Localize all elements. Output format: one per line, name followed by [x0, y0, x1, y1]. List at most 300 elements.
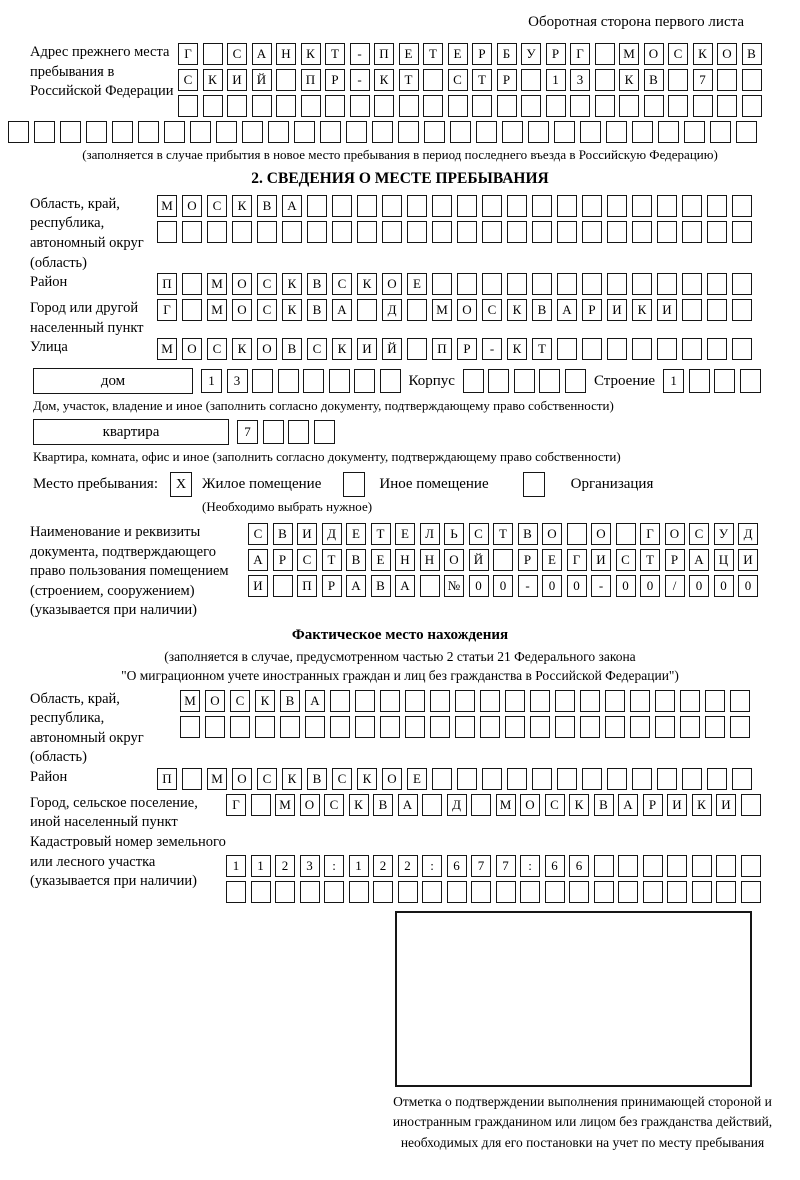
char-cell[interactable]: И: [297, 523, 317, 545]
char-cell[interactable]: К: [507, 338, 527, 360]
char-cell[interactable]: Е: [371, 549, 391, 571]
char-cell[interactable]: А: [252, 43, 272, 65]
char-cell[interactable]: [594, 855, 614, 877]
char-cell[interactable]: [455, 716, 475, 738]
char-cell[interactable]: О: [644, 43, 664, 65]
char-cell[interactable]: -: [350, 43, 370, 65]
char-cell[interactable]: [607, 273, 627, 295]
char-cell[interactable]: 1: [226, 855, 246, 877]
char-cell[interactable]: [657, 768, 677, 790]
char-cell[interactable]: /: [665, 575, 685, 597]
char-cell[interactable]: [502, 121, 523, 143]
char-cell[interactable]: У: [521, 43, 541, 65]
char-cell[interactable]: [580, 121, 601, 143]
char-cell[interactable]: [432, 273, 452, 295]
char-cell[interactable]: [741, 881, 761, 903]
char-cell[interactable]: Т: [399, 69, 419, 91]
char-cell[interactable]: [278, 369, 299, 393]
char-cell[interactable]: 1: [663, 369, 684, 393]
char-cell[interactable]: [582, 221, 602, 243]
char-cell[interactable]: [86, 121, 107, 143]
char-cell[interactable]: [630, 690, 650, 712]
char-cell[interactable]: Н: [420, 549, 440, 571]
char-cell[interactable]: О: [232, 273, 252, 295]
char-cell[interactable]: [314, 420, 335, 444]
char-cell[interactable]: В: [307, 299, 327, 321]
char-cell[interactable]: [684, 121, 705, 143]
char-cell[interactable]: [657, 195, 677, 217]
char-cell[interactable]: [707, 195, 727, 217]
char-cell[interactable]: [682, 221, 702, 243]
char-cell[interactable]: [472, 95, 492, 117]
char-cell[interactable]: М: [275, 794, 295, 816]
char-cell[interactable]: [380, 690, 400, 712]
char-cell[interactable]: О: [257, 338, 277, 360]
char-cell[interactable]: [399, 95, 419, 117]
char-cell[interactable]: [349, 881, 369, 903]
char-cell[interactable]: 1: [546, 69, 566, 91]
char-cell[interactable]: [182, 273, 202, 295]
char-cell[interactable]: М: [157, 338, 177, 360]
char-cell[interactable]: [632, 768, 652, 790]
char-cell[interactable]: Е: [448, 43, 468, 65]
char-cell[interactable]: 2: [373, 855, 393, 877]
char-cell[interactable]: К: [301, 43, 321, 65]
char-cell[interactable]: [294, 121, 315, 143]
char-cell[interactable]: [607, 768, 627, 790]
char-cell[interactable]: [430, 716, 450, 738]
char-cell[interactable]: А: [248, 549, 268, 571]
char-cell[interactable]: [630, 716, 650, 738]
char-cell[interactable]: Ь: [444, 523, 464, 545]
char-cell[interactable]: [407, 338, 427, 360]
char-cell[interactable]: [520, 881, 540, 903]
char-cell[interactable]: Р: [325, 69, 345, 91]
char-cell[interactable]: [471, 881, 491, 903]
char-cell[interactable]: [275, 881, 295, 903]
char-cell[interactable]: [507, 768, 527, 790]
char-cell[interactable]: Е: [407, 768, 427, 790]
char-cell[interactable]: [216, 121, 237, 143]
char-cell[interactable]: [332, 221, 352, 243]
char-cell[interactable]: О: [382, 768, 402, 790]
char-cell[interactable]: В: [307, 768, 327, 790]
char-cell[interactable]: [230, 716, 250, 738]
char-cell[interactable]: Д: [322, 523, 342, 545]
char-cell[interactable]: [307, 221, 327, 243]
char-cell[interactable]: С: [469, 523, 489, 545]
char-cell[interactable]: 0: [469, 575, 489, 597]
char-cell[interactable]: Р: [518, 549, 538, 571]
char-cell[interactable]: [557, 768, 577, 790]
char-cell[interactable]: [268, 121, 289, 143]
organization-checkbox[interactable]: [523, 472, 545, 497]
char-cell[interactable]: [507, 273, 527, 295]
char-cell[interactable]: 3: [570, 69, 590, 91]
char-cell[interactable]: Ц: [714, 549, 734, 571]
char-cell[interactable]: У: [714, 523, 734, 545]
char-cell[interactable]: [507, 195, 527, 217]
char-cell[interactable]: [273, 575, 293, 597]
char-cell[interactable]: [716, 881, 736, 903]
char-cell[interactable]: [372, 121, 393, 143]
char-cell[interactable]: О: [591, 523, 611, 545]
char-cell[interactable]: [422, 794, 442, 816]
char-cell[interactable]: [480, 690, 500, 712]
char-cell[interactable]: [205, 716, 225, 738]
char-cell[interactable]: [689, 369, 710, 393]
char-cell[interactable]: С: [616, 549, 636, 571]
char-cell[interactable]: [507, 221, 527, 243]
char-cell[interactable]: [582, 195, 602, 217]
char-cell[interactable]: [618, 881, 638, 903]
char-cell[interactable]: :: [324, 855, 344, 877]
char-cell[interactable]: Е: [346, 523, 366, 545]
char-cell[interactable]: [607, 221, 627, 243]
char-cell[interactable]: В: [373, 794, 393, 816]
char-cell[interactable]: Р: [643, 794, 663, 816]
char-cell[interactable]: М: [619, 43, 639, 65]
char-cell[interactable]: [357, 195, 377, 217]
char-cell[interactable]: А: [332, 299, 352, 321]
char-cell[interactable]: [398, 881, 418, 903]
char-cell[interactable]: А: [395, 575, 415, 597]
char-cell[interactable]: И: [738, 549, 758, 571]
char-cell[interactable]: Е: [399, 43, 419, 65]
char-cell[interactable]: О: [542, 523, 562, 545]
char-cell[interactable]: [730, 690, 750, 712]
char-cell[interactable]: [521, 95, 541, 117]
char-cell[interactable]: Н: [395, 549, 415, 571]
char-cell[interactable]: [514, 369, 535, 393]
char-cell[interactable]: Й: [382, 338, 402, 360]
char-cell[interactable]: [716, 855, 736, 877]
char-cell[interactable]: П: [374, 43, 394, 65]
char-cell[interactable]: [607, 338, 627, 360]
char-cell[interactable]: [497, 95, 517, 117]
char-cell[interactable]: [668, 69, 688, 91]
char-cell[interactable]: [707, 338, 727, 360]
char-cell[interactable]: К: [282, 768, 302, 790]
char-cell[interactable]: [301, 95, 321, 117]
char-cell[interactable]: [252, 95, 272, 117]
char-cell[interactable]: :: [520, 855, 540, 877]
char-cell[interactable]: О: [457, 299, 477, 321]
char-cell[interactable]: [471, 794, 491, 816]
char-cell[interactable]: К: [507, 299, 527, 321]
char-cell[interactable]: [407, 195, 427, 217]
char-cell[interactable]: А: [618, 794, 638, 816]
char-cell[interactable]: [632, 273, 652, 295]
char-cell[interactable]: В: [257, 195, 277, 217]
char-cell[interactable]: Р: [582, 299, 602, 321]
char-cell[interactable]: [714, 369, 735, 393]
char-cell[interactable]: [332, 195, 352, 217]
char-cell[interactable]: [112, 121, 133, 143]
char-cell[interactable]: К: [632, 299, 652, 321]
char-cell[interactable]: [493, 549, 513, 571]
char-cell[interactable]: [8, 121, 29, 143]
char-cell[interactable]: С: [448, 69, 468, 91]
char-cell[interactable]: [407, 299, 427, 321]
char-cell[interactable]: К: [693, 43, 713, 65]
char-cell[interactable]: [732, 195, 752, 217]
char-cell[interactable]: [380, 716, 400, 738]
char-cell[interactable]: С: [178, 69, 198, 91]
char-cell[interactable]: А: [689, 549, 709, 571]
char-cell[interactable]: В: [307, 273, 327, 295]
char-cell[interactable]: [655, 690, 675, 712]
char-cell[interactable]: [643, 881, 663, 903]
char-cell[interactable]: Б: [497, 43, 517, 65]
char-cell[interactable]: О: [182, 338, 202, 360]
char-cell[interactable]: П: [432, 338, 452, 360]
char-cell[interactable]: С: [332, 273, 352, 295]
char-cell[interactable]: [407, 221, 427, 243]
char-cell[interactable]: М: [207, 273, 227, 295]
char-cell[interactable]: [276, 69, 296, 91]
char-cell[interactable]: [580, 716, 600, 738]
char-cell[interactable]: В: [644, 69, 664, 91]
char-cell[interactable]: [580, 690, 600, 712]
char-cell[interactable]: И: [667, 794, 687, 816]
char-cell[interactable]: А: [346, 575, 366, 597]
char-cell[interactable]: [488, 369, 509, 393]
char-cell[interactable]: М: [180, 690, 200, 712]
char-cell[interactable]: 6: [569, 855, 589, 877]
char-cell[interactable]: К: [282, 299, 302, 321]
char-cell[interactable]: [657, 221, 677, 243]
char-cell[interactable]: [582, 768, 602, 790]
char-cell[interactable]: [300, 881, 320, 903]
char-cell[interactable]: [710, 121, 731, 143]
char-cell[interactable]: [732, 273, 752, 295]
char-cell[interactable]: [482, 221, 502, 243]
char-cell[interactable]: [405, 716, 425, 738]
char-cell[interactable]: [565, 369, 586, 393]
char-cell[interactable]: [405, 690, 425, 712]
char-cell[interactable]: 6: [545, 855, 565, 877]
char-cell[interactable]: И: [716, 794, 736, 816]
char-cell[interactable]: В: [371, 575, 391, 597]
char-cell[interactable]: [732, 338, 752, 360]
char-cell[interactable]: [667, 855, 687, 877]
char-cell[interactable]: [457, 221, 477, 243]
char-cell[interactable]: Р: [273, 549, 293, 571]
char-cell[interactable]: А: [282, 195, 302, 217]
char-cell[interactable]: П: [297, 575, 317, 597]
char-cell[interactable]: [374, 95, 394, 117]
char-cell[interactable]: [632, 338, 652, 360]
char-cell[interactable]: [532, 221, 552, 243]
char-cell[interactable]: [180, 716, 200, 738]
char-cell[interactable]: [354, 369, 375, 393]
char-cell[interactable]: Г: [640, 523, 660, 545]
residential-checkbox[interactable]: X: [170, 472, 192, 497]
char-cell[interactable]: 7: [237, 420, 258, 444]
char-cell[interactable]: [227, 95, 247, 117]
char-cell[interactable]: [329, 369, 350, 393]
char-cell[interactable]: И: [227, 69, 247, 91]
char-cell[interactable]: 0: [689, 575, 709, 597]
char-cell[interactable]: 7: [471, 855, 491, 877]
char-cell[interactable]: О: [232, 299, 252, 321]
char-cell[interactable]: 1: [349, 855, 369, 877]
char-cell[interactable]: [182, 299, 202, 321]
char-cell[interactable]: Г: [178, 43, 198, 65]
char-cell[interactable]: Р: [322, 575, 342, 597]
char-cell[interactable]: [280, 716, 300, 738]
char-cell[interactable]: [668, 95, 688, 117]
char-cell[interactable]: [682, 273, 702, 295]
char-cell[interactable]: К: [619, 69, 639, 91]
char-cell[interactable]: 6: [447, 855, 467, 877]
char-cell[interactable]: [423, 69, 443, 91]
char-cell[interactable]: Т: [640, 549, 660, 571]
char-cell[interactable]: К: [374, 69, 394, 91]
char-cell[interactable]: К: [357, 768, 377, 790]
char-cell[interactable]: В: [273, 523, 293, 545]
char-cell[interactable]: О: [205, 690, 225, 712]
char-cell[interactable]: [157, 221, 177, 243]
char-cell[interactable]: П: [157, 768, 177, 790]
char-cell[interactable]: [595, 43, 615, 65]
char-cell[interactable]: С: [307, 338, 327, 360]
char-cell[interactable]: [432, 221, 452, 243]
char-cell[interactable]: [432, 195, 452, 217]
char-cell[interactable]: К: [203, 69, 223, 91]
char-cell[interactable]: -: [482, 338, 502, 360]
char-cell[interactable]: [742, 95, 762, 117]
char-cell[interactable]: [476, 121, 497, 143]
char-cell[interactable]: Г: [157, 299, 177, 321]
char-cell[interactable]: [422, 881, 442, 903]
char-cell[interactable]: [569, 881, 589, 903]
char-cell[interactable]: С: [545, 794, 565, 816]
char-cell[interactable]: [707, 768, 727, 790]
char-cell[interactable]: Д: [738, 523, 758, 545]
char-cell[interactable]: М: [432, 299, 452, 321]
char-cell[interactable]: [557, 195, 577, 217]
char-cell[interactable]: [203, 43, 223, 65]
char-cell[interactable]: [555, 716, 575, 738]
char-cell[interactable]: [680, 716, 700, 738]
char-cell[interactable]: 0: [714, 575, 734, 597]
char-cell[interactable]: [382, 195, 402, 217]
char-cell[interactable]: Е: [395, 523, 415, 545]
char-cell[interactable]: К: [232, 195, 252, 217]
char-cell[interactable]: К: [569, 794, 589, 816]
char-cell[interactable]: Р: [546, 43, 566, 65]
char-cell[interactable]: А: [398, 794, 418, 816]
char-cell[interactable]: [658, 121, 679, 143]
char-cell[interactable]: :: [422, 855, 442, 877]
char-cell[interactable]: [740, 369, 761, 393]
char-cell[interactable]: 1: [251, 855, 271, 877]
char-cell[interactable]: Е: [542, 549, 562, 571]
char-cell[interactable]: К: [357, 273, 377, 295]
char-cell[interactable]: С: [230, 690, 250, 712]
char-cell[interactable]: [692, 855, 712, 877]
char-cell[interactable]: [288, 420, 309, 444]
char-cell[interactable]: -: [350, 69, 370, 91]
char-cell[interactable]: С: [324, 794, 344, 816]
char-cell[interactable]: М: [207, 768, 227, 790]
char-cell[interactable]: [307, 195, 327, 217]
char-cell[interactable]: С: [297, 549, 317, 571]
char-cell[interactable]: [463, 369, 484, 393]
char-cell[interactable]: 2: [275, 855, 295, 877]
char-cell[interactable]: [480, 716, 500, 738]
char-cell[interactable]: К: [232, 338, 252, 360]
char-cell[interactable]: Д: [382, 299, 402, 321]
char-cell[interactable]: Т: [493, 523, 513, 545]
char-cell[interactable]: [532, 195, 552, 217]
char-cell[interactable]: В: [282, 338, 302, 360]
char-cell[interactable]: О: [520, 794, 540, 816]
char-cell[interactable]: [423, 95, 443, 117]
char-cell[interactable]: [398, 121, 419, 143]
char-cell[interactable]: 1: [201, 369, 222, 393]
char-cell[interactable]: [530, 690, 550, 712]
char-cell[interactable]: [432, 768, 452, 790]
char-cell[interactable]: [682, 338, 702, 360]
char-cell[interactable]: [705, 716, 725, 738]
char-cell[interactable]: О: [382, 273, 402, 295]
char-cell[interactable]: С: [482, 299, 502, 321]
char-cell[interactable]: В: [594, 794, 614, 816]
char-cell[interactable]: [717, 95, 737, 117]
char-cell[interactable]: С: [332, 768, 352, 790]
char-cell[interactable]: Р: [457, 338, 477, 360]
char-cell[interactable]: [619, 95, 639, 117]
char-cell[interactable]: [226, 881, 246, 903]
char-cell[interactable]: М: [207, 299, 227, 321]
char-cell[interactable]: [742, 69, 762, 91]
char-cell[interactable]: [693, 95, 713, 117]
char-cell[interactable]: [655, 716, 675, 738]
char-cell[interactable]: [251, 881, 271, 903]
char-cell[interactable]: [263, 420, 284, 444]
char-cell[interactable]: [657, 273, 677, 295]
char-cell[interactable]: Е: [407, 273, 427, 295]
char-cell[interactable]: 0: [640, 575, 660, 597]
char-cell[interactable]: О: [717, 43, 737, 65]
char-cell[interactable]: [350, 95, 370, 117]
char-cell[interactable]: [607, 195, 627, 217]
char-cell[interactable]: Й: [469, 549, 489, 571]
char-cell[interactable]: [505, 690, 525, 712]
char-cell[interactable]: Т: [325, 43, 345, 65]
char-cell[interactable]: [682, 299, 702, 321]
char-cell[interactable]: Т: [532, 338, 552, 360]
char-cell[interactable]: [447, 881, 467, 903]
char-cell[interactable]: [257, 221, 277, 243]
char-cell[interactable]: [448, 95, 468, 117]
char-cell[interactable]: С: [227, 43, 247, 65]
char-cell[interactable]: [34, 121, 55, 143]
char-cell[interactable]: 3: [227, 369, 248, 393]
char-cell[interactable]: [705, 690, 725, 712]
char-cell[interactable]: П: [301, 69, 321, 91]
char-cell[interactable]: 0: [567, 575, 587, 597]
char-cell[interactable]: [528, 121, 549, 143]
char-cell[interactable]: [643, 855, 663, 877]
char-cell[interactable]: [545, 881, 565, 903]
char-cell[interactable]: [60, 121, 81, 143]
char-cell[interactable]: [667, 881, 687, 903]
char-cell[interactable]: [482, 273, 502, 295]
